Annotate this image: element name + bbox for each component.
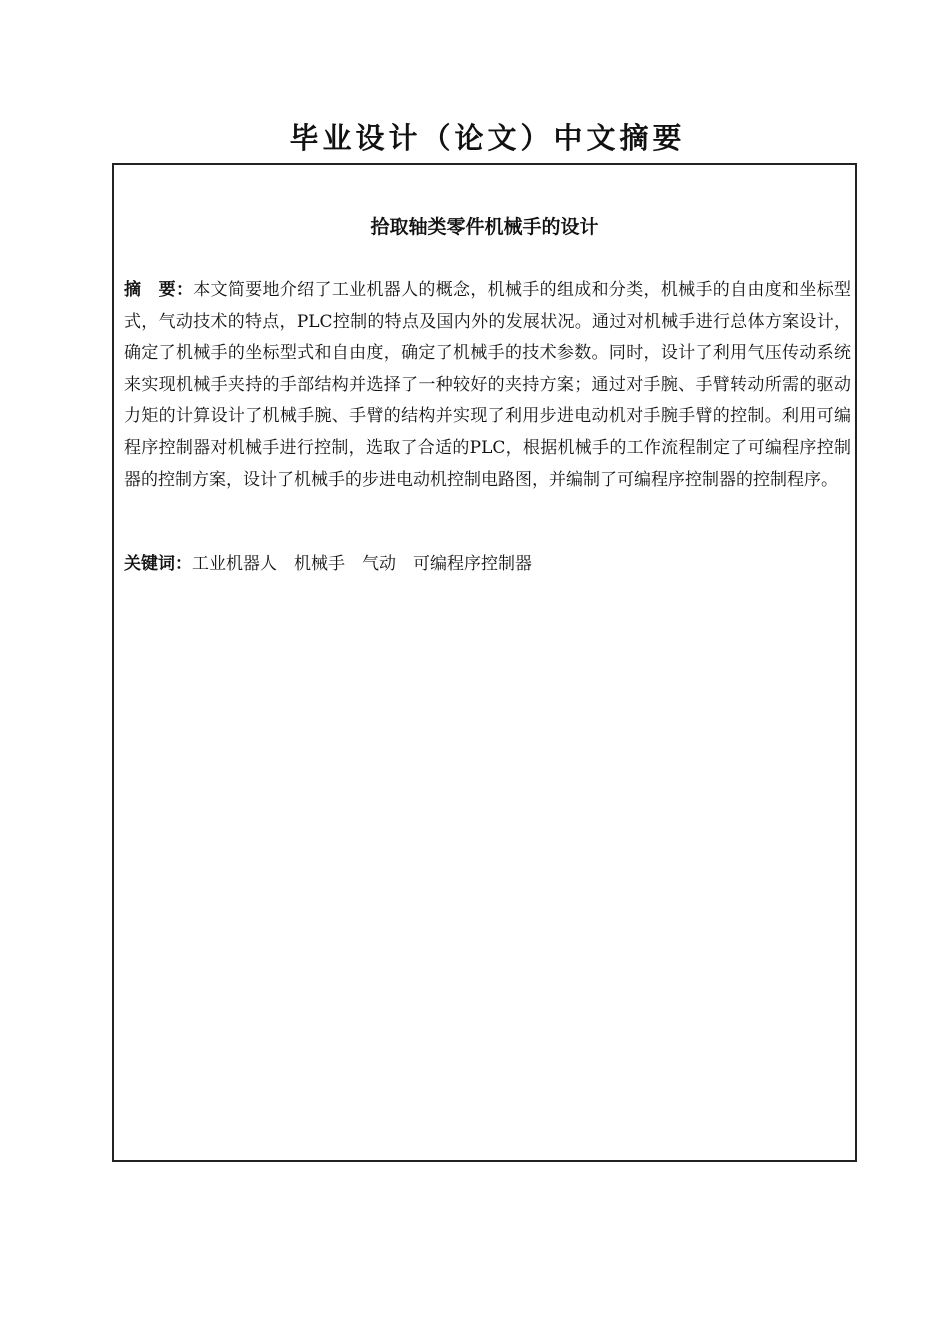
keywords-line [124, 549, 851, 581]
thesis-title: 拾取轴类零件机械手的设计 [370, 216, 599, 238]
keywords-label: 关键词： [124, 554, 192, 574]
page-heading: 毕业设计（论文）中文摘要 [289, 121, 686, 155]
abstract-box [112, 163, 857, 1162]
abstract-label: 摘 要： [124, 280, 194, 300]
abstract-paragraph [124, 275, 851, 496]
abstract-text: 本文简要地介绍了工业机器人的概念，机械手的组成和分类，机械手的自由度和坐标型式，气动技术的特点，PLC控制的特点及国内外的发展状况。通过对机械手进行总体方案设计，确定了机械手的坐标型式和自由度，确定了机械手的技术参数。同时，设计了利用气压传动系统来实现机械手夹持的手部结构并选择了一种较好的夹持方案；通过对手腕、手臂转动所需的驱动力矩的计算设计了机械手腕、手臂的结构并实现了利用步进电动机对手腕手臂的控制。利用可编程序控制器对机械手进行控制，选取了合适的PLC，根据机械手的工作流程制定了可编程序控制器的控制方案，设计了机械手的步进电动机控制电路图，并编制了可编程序控制器的控制程序。 [124, 280, 852, 490]
keywords-text: 工业机器人 机械手 气动 可编程序控制器 [192, 554, 532, 574]
